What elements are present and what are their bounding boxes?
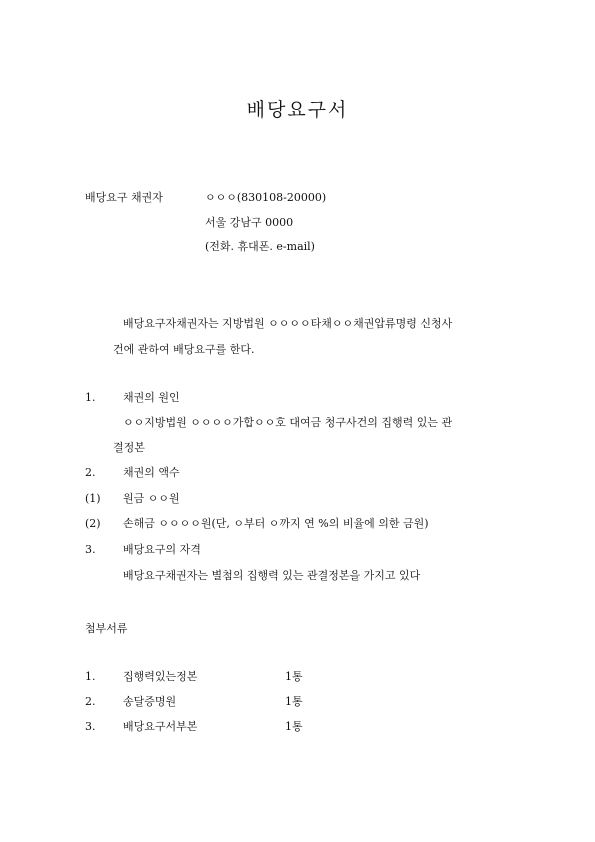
document-title: 배당요구서	[246, 99, 349, 121]
section-1-heading: 채권의 원인	[123, 391, 180, 404]
section-3-heading: 배당요구의 자격	[123, 543, 201, 556]
attachment-1-name: 집행력있는정본	[123, 670, 198, 683]
attachment-2-name: 송달증명원	[123, 695, 177, 708]
attachment-2-qty: 1통	[285, 695, 303, 708]
attachment-1-qty: 1통	[285, 670, 303, 683]
creditor-contact: (전화. 휴대폰. e-mail)	[205, 240, 315, 253]
attachment-2-number: 2.	[85, 695, 96, 708]
attachment-3-qty: 1통	[285, 720, 303, 733]
attachment-1-number: 1.	[85, 670, 96, 683]
amount-2-text: 손해금 ㅇㅇㅇㅇ원(단, ㅇ부터 ㅇ까지 연 %의 비율에 의한 금원)	[123, 517, 429, 530]
intro-line-1: 배당요구자채권자는 지방법원 ㅇㅇㅇㅇ타채ㅇㅇ채권압류명령 신청사	[123, 317, 453, 330]
creditor-label: 배당요구 채권자	[85, 191, 163, 204]
attachments-label: 첨부서류	[85, 622, 128, 635]
qualification-text: 배당요구채권자는 별첨의 집행력 있는 관결정본을 가지고 있다	[123, 569, 421, 582]
section-2-heading: 채권의 액수	[123, 466, 180, 479]
section-3-number: 3.	[85, 543, 96, 556]
creditor-address: 서울 강남구 0000	[205, 216, 294, 229]
amount-1-text: 원금 ㅇㅇ원	[123, 492, 180, 505]
attachment-3-number: 3.	[85, 720, 96, 733]
cause-line-1: ㅇㅇ지방법원 ㅇㅇㅇㅇ가합ㅇㅇ호 대여금 청구사건의 집행력 있는 관	[123, 416, 453, 429]
amount-2-number: (2)	[85, 517, 101, 530]
section-1-number: 1.	[85, 391, 96, 404]
amount-1-number: (1)	[85, 492, 101, 505]
creditor-name: ㅇㅇㅇ(830108-20000)	[205, 191, 327, 204]
intro-line-2: 건에 관하여 배당요구를 한다.	[113, 343, 255, 356]
section-2-number: 2.	[85, 466, 96, 479]
attachment-3-name: 배당요구서부본	[123, 720, 198, 733]
cause-line-2: 결정본	[113, 441, 145, 454]
